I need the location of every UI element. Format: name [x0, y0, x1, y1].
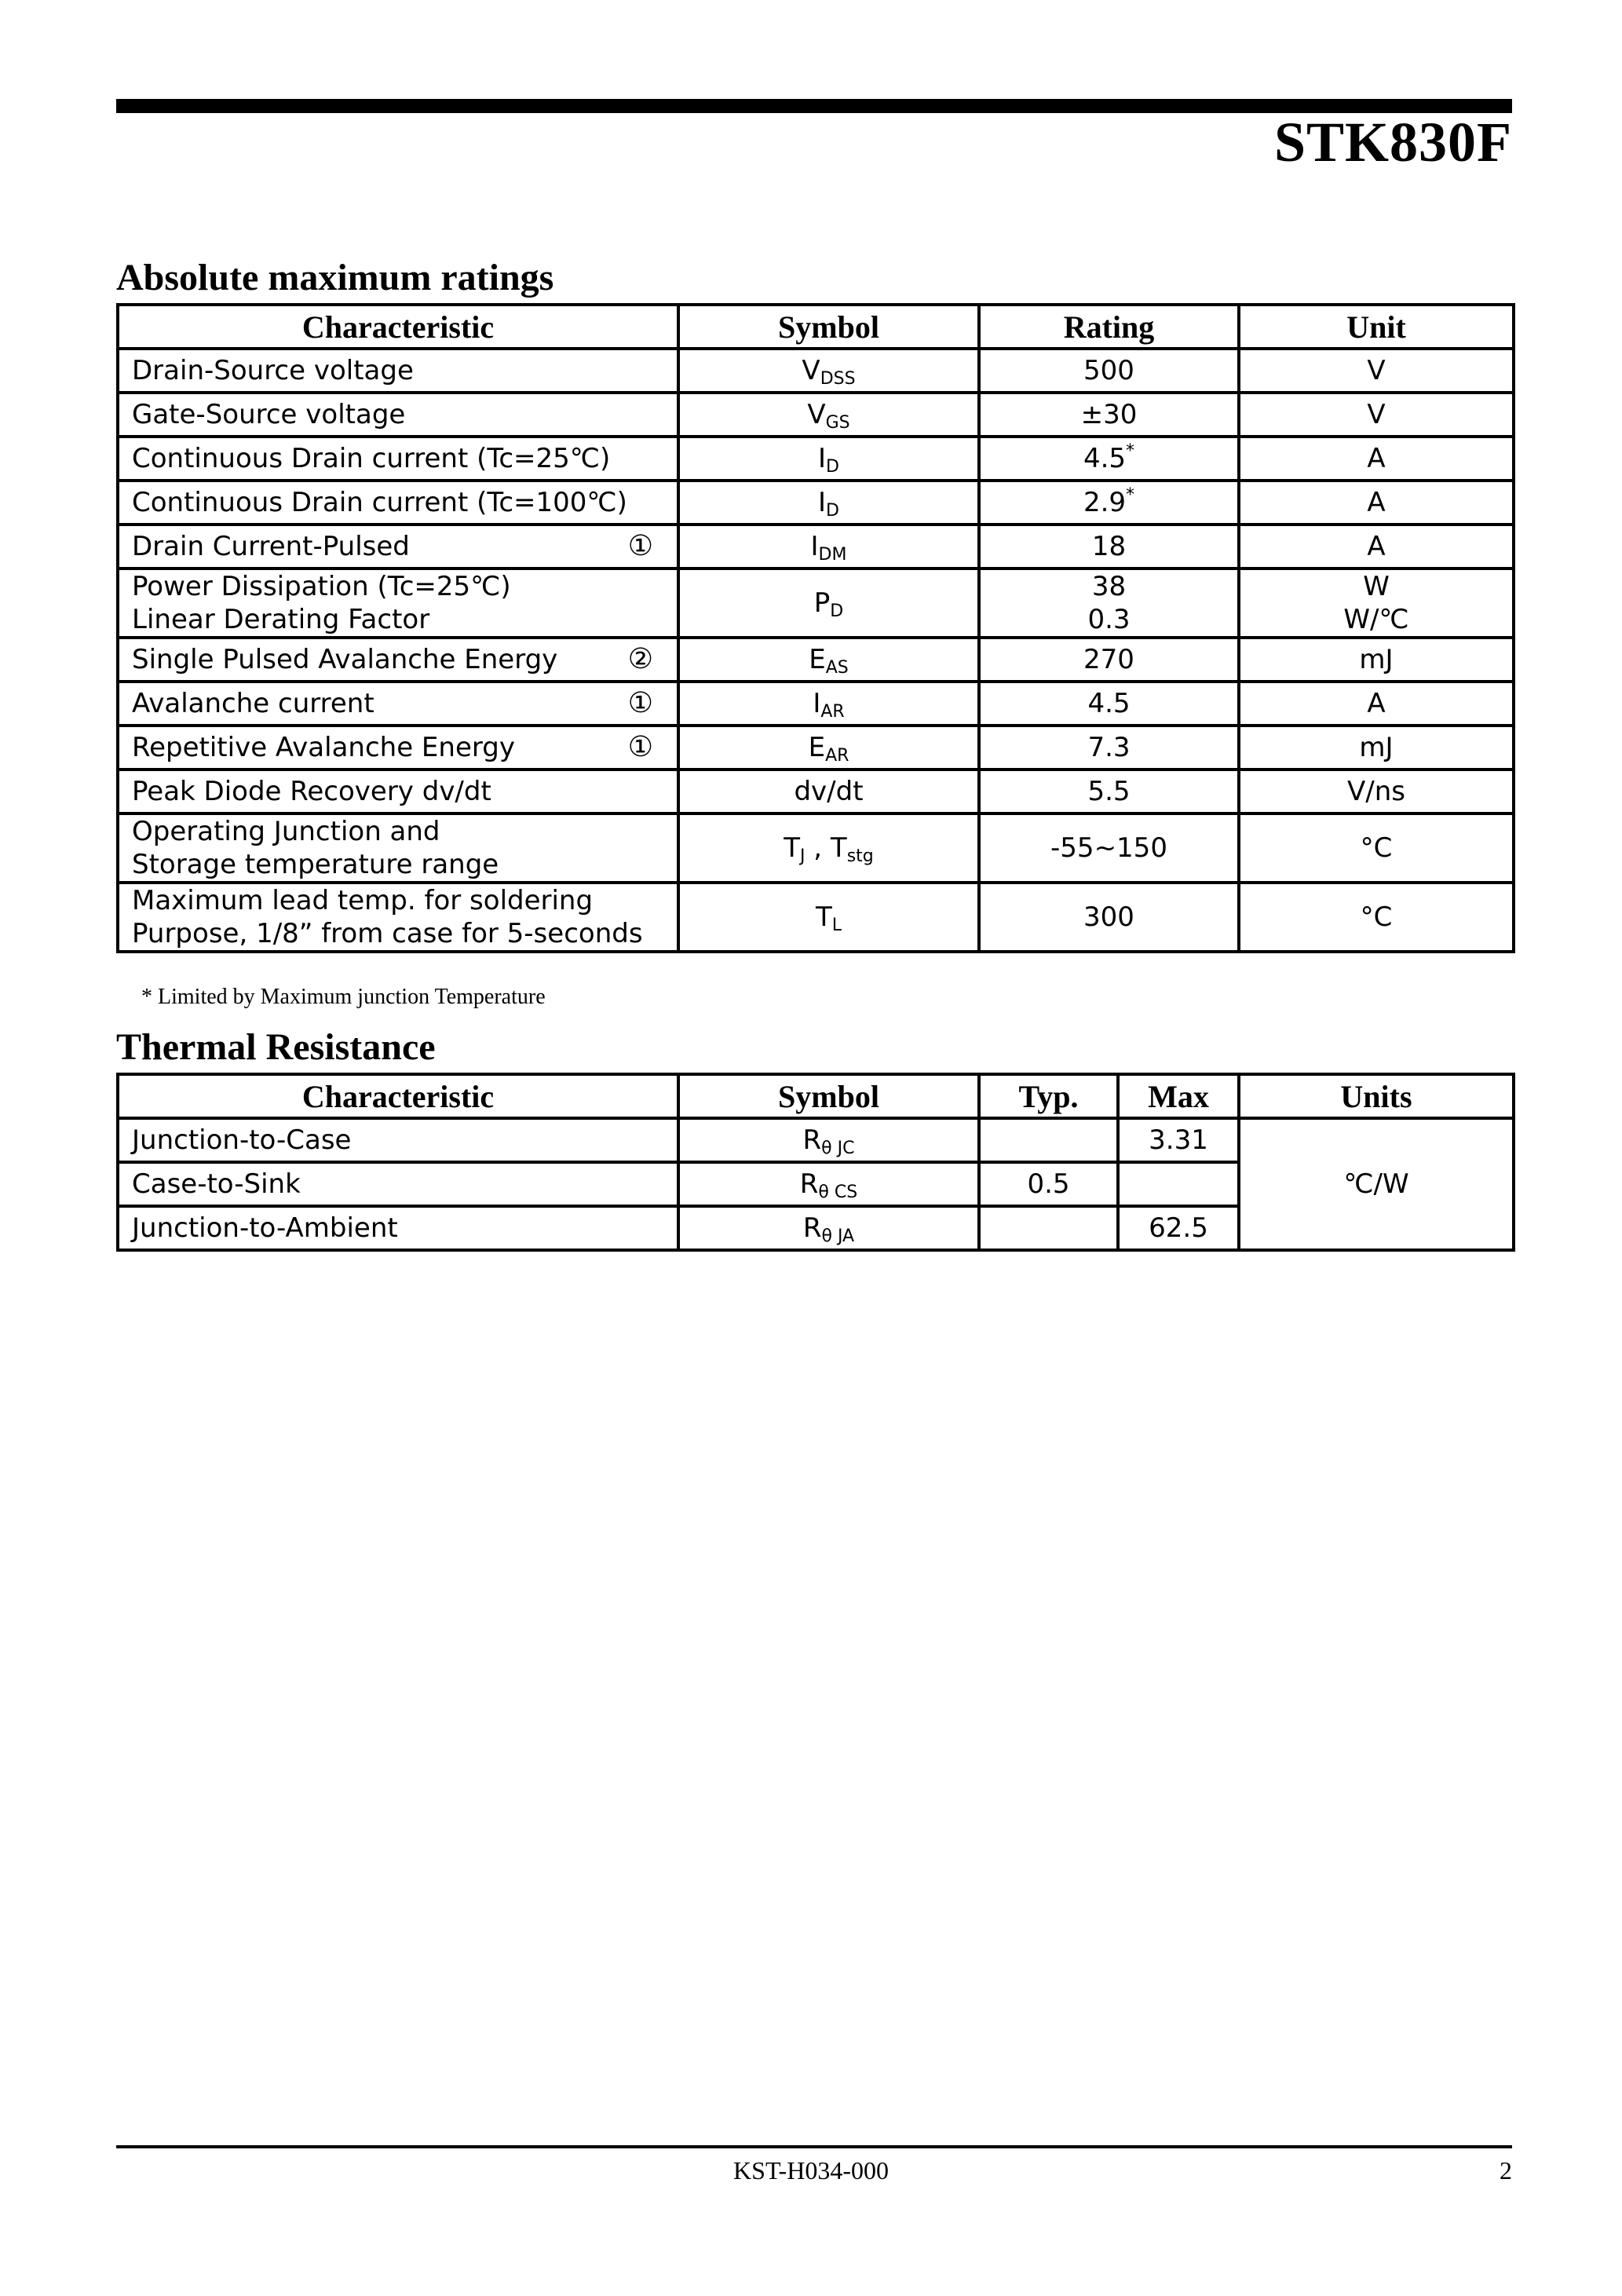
symbol-cell: $I_{AR}$: [678, 682, 979, 726]
footnote: * Limited by Maximum junction Temperature: [141, 985, 546, 1009]
abs-max-header-row: [118, 305, 1514, 349]
unit-cell: °C: [1239, 813, 1514, 883]
abs-max-table: [116, 303, 1515, 953]
table-row: [118, 525, 1514, 569]
thermal-header-row: [118, 1074, 1514, 1118]
unit-cell: A: [1239, 481, 1514, 525]
table-row: [118, 770, 1514, 813]
unit-cell: A: [1239, 682, 1514, 726]
rating-cell: 5.5: [979, 770, 1239, 813]
characteristic-cell: Continuous Drain current (Tc=25℃): [118, 437, 678, 481]
characteristic-cell: Peak Diode Recovery dv/dt: [118, 770, 678, 813]
rating-cell: 4.5*: [979, 437, 1239, 481]
unit-cell: °C: [1239, 883, 1514, 952]
table-row: [118, 481, 1514, 525]
symbol-cell: $E_{AS}$: [678, 638, 979, 682]
unit-cell: A: [1239, 525, 1514, 569]
note-marker: ②: [627, 643, 653, 675]
characteristic-cell: Single Pulsed Avalanche Energy ②: [118, 638, 678, 682]
max-cell: 62.5: [1118, 1206, 1239, 1250]
table-row: [118, 437, 1514, 481]
unit-cell: V/ns: [1239, 770, 1514, 813]
symbol-cell: dv/dt: [678, 770, 979, 813]
part-number: STK830F: [1273, 111, 1512, 174]
symbol-cell: $R_{\theta CS}$: [678, 1162, 979, 1206]
note-marker: ①: [627, 731, 653, 763]
typ-cell: 0.5: [979, 1162, 1118, 1206]
rating-cell: 38 0.3: [979, 569, 1239, 638]
characteristic-cell: Gate-Source voltage: [118, 393, 678, 437]
symbol-cell: $T_J$ , $T_{stg}$: [678, 813, 979, 883]
col-header-characteristic: Characteristic: [118, 305, 678, 349]
symbol-cell: $I_{DM}$: [678, 525, 979, 569]
table-row: [118, 726, 1514, 770]
characteristic-cell: Continuous Drain current (Tc=100℃): [118, 481, 678, 525]
table-row: [118, 569, 1514, 638]
table-row: [118, 813, 1514, 883]
symbol-cell: $V_{DSS}$: [678, 349, 979, 393]
unit-cell: mJ: [1239, 726, 1514, 770]
typ-cell: [979, 1206, 1118, 1250]
col-header-rating: Rating: [979, 305, 1239, 349]
table-row: [118, 349, 1514, 393]
rating-cell: 2.9*: [979, 481, 1239, 525]
abs-max-title: Absolute maximum ratings: [116, 257, 554, 298]
rating-cell: -55~150: [979, 813, 1239, 883]
max-cell: [1118, 1162, 1239, 1206]
table-row: [118, 638, 1514, 682]
symbol-cell: $R_{\theta JC}$: [678, 1118, 979, 1162]
unit-cell: A: [1239, 437, 1514, 481]
thermal-title: Thermal Resistance: [116, 1026, 436, 1068]
characteristic-cell: Junction-to-Ambient: [118, 1206, 678, 1250]
characteristic-cell: Repetitive Avalanche Energy ①: [118, 726, 678, 770]
characteristic-cell: Avalanche current ①: [118, 682, 678, 726]
symbol-cell: $I_D$: [678, 481, 979, 525]
symbol-cell: $P_D$: [678, 569, 979, 638]
footer-rule: [116, 2145, 1512, 2148]
col-header-units: Units: [1239, 1074, 1514, 1118]
thermal-table: [116, 1073, 1515, 1252]
document-code: KST-H034-000: [733, 2156, 889, 2184]
characteristic-cell: Power Dissipation (Tc=25℃) Linear Derating Factor: [118, 569, 678, 638]
symbol-cell: $V_{GS}$: [678, 393, 979, 437]
rating-cell: 7.3: [979, 726, 1239, 770]
rating-cell: 18: [979, 525, 1239, 569]
characteristic-cell: Case-to-Sink: [118, 1162, 678, 1206]
note-marker: ①: [627, 530, 653, 562]
typ-cell: [979, 1118, 1118, 1162]
unit-cell: mJ: [1239, 638, 1514, 682]
characteristic-cell: Junction-to-Case: [118, 1118, 678, 1162]
table-row: [118, 883, 1514, 952]
rating-cell: 300: [979, 883, 1239, 952]
characteristic-cell: Operating Junction and Storage temperature range: [118, 813, 678, 883]
symbol-cell: $E_{AR}$: [678, 726, 979, 770]
unit-cell: V: [1239, 349, 1514, 393]
col-header-unit: Unit: [1239, 305, 1514, 349]
max-cell: 3.31: [1118, 1118, 1239, 1162]
page-number: 2: [1500, 2156, 1512, 2184]
units-cell: ℃/W: [1239, 1118, 1514, 1250]
rating-cell: 4.5: [979, 682, 1239, 726]
symbol-cell: $T_L$: [678, 883, 979, 952]
unit-cell: W W/℃: [1239, 569, 1514, 638]
table-row: [118, 682, 1514, 726]
table-row: [118, 1118, 1514, 1162]
rating-cell: ±30: [979, 393, 1239, 437]
rating-cell: 270: [979, 638, 1239, 682]
rating-cell: 500: [979, 349, 1239, 393]
col-header-typ: Typ.: [979, 1074, 1118, 1118]
unit-cell: V: [1239, 393, 1514, 437]
characteristic-cell: Drain Current-Pulsed ①: [118, 525, 678, 569]
col-header-symbol: Symbol: [678, 305, 979, 349]
col-header-characteristic: Characteristic: [118, 1074, 678, 1118]
table-row: [118, 393, 1514, 437]
col-header-symbol: Symbol: [678, 1074, 979, 1118]
characteristic-cell: Drain-Source voltage: [118, 349, 678, 393]
col-header-max: Max: [1118, 1074, 1239, 1118]
symbol-cell: $I_D$: [678, 437, 979, 481]
note-marker: ①: [627, 687, 653, 719]
characteristic-cell: Maximum lead temp. for soldering Purpose, 1/8” from case for 5-seconds: [118, 883, 678, 952]
symbol-cell: $R_{\theta JA}$: [678, 1206, 979, 1250]
